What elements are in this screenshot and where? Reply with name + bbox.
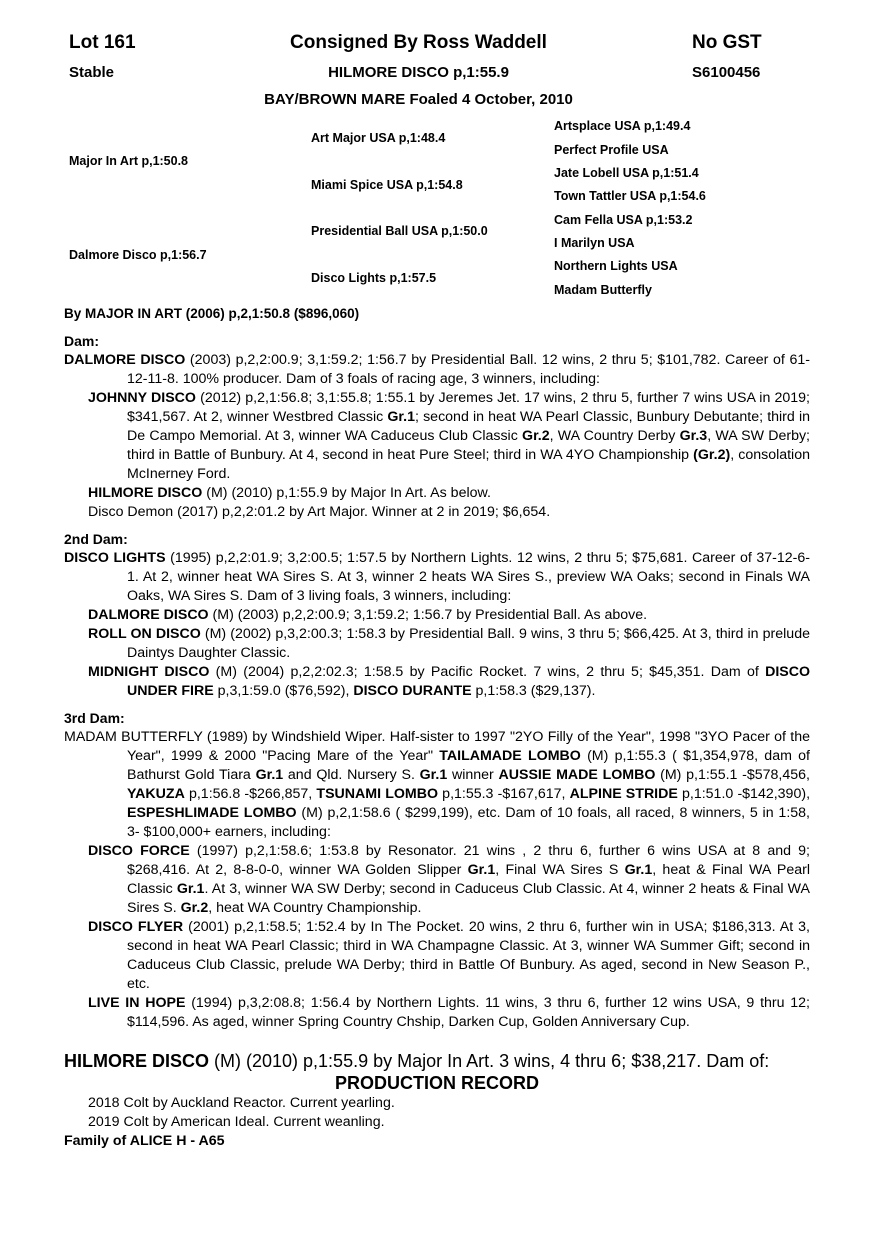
section-heading: 3rd Dam:	[64, 710, 125, 726]
progeny-entry: LIVE IN HOPE (1994) p,3,2:08.8; 1:56.4 by Northern Lights. 11 wins, 3 thru 6, further 12 wins USA, 9 thru 12; $114,596. As aged, winner Spring Country Chship, Darken Cup, Golden Anniversary Cup.	[88, 995, 810, 1030]
pedigree-gen3: Northern Lights USA	[554, 259, 678, 273]
pedigree-gen3: Madam Butterfly	[554, 283, 652, 297]
pedigree-gen3: Perfect Profile USA	[554, 143, 669, 157]
pedigree-gen3: Artsplace USA p,1:49.4	[554, 119, 691, 133]
pedigree-gen2: Disco Lights p,1:57.5	[311, 271, 437, 285]
second-dam-section	[64, 530, 810, 701]
foal-entry: 2019 Colt by American Ideal. Current weanling.	[88, 1114, 385, 1130]
third-dam-section	[64, 709, 810, 1032]
progeny-entry: ROLL ON DISCO (M) (2002) p,3,2:00.3; 1:58.3 by Presidential Ball. 9 wins, 3 thru 5; $66,425. At 3, third in prelude Daintys Daughter Classic.	[88, 626, 810, 661]
pedigree-dam: Dalmore Disco p,1:56.7	[69, 248, 207, 262]
pedigree-gen3: Cam Fella USA p,1:53.2	[554, 213, 693, 227]
consignor: Consigned By Ross Waddell	[290, 32, 547, 53]
sire-line: By MAJOR IN ART (2006) p,2,1:50.8 ($896,060)	[64, 306, 360, 321]
stable-label: Stable	[69, 64, 115, 81]
foal-entry: 2018 Colt by Auckland Reactor. Current yearling.	[88, 1095, 395, 1111]
gst-status: No GST	[692, 32, 762, 53]
dam-entry: MADAM BUTTERFLY (1989) by Windshield Wiper. Half-sister to 1997 "2YO Filly of the Year", 1998 "3YO Pacer of the Year", 1999 & 2000 "Pacing Mare of the Year" TAILAMADE LOMBO (M) p,1:55.3 ( $1,354,978, dam of Bathurst Gold Tiara Gr.1 and Qld. Nursery S. Gr.1 winner AUSSIE MADE LOMBO (M) p,1:55.1 -$578,456, YAKUZA p,1:56.8 -$266,857, TSUNAMI LOMBO p,1:55.3 -$167,617, ALPINE STRIDE p,1:51.0 -$142,390), ESPESHLIMADE LOMBO (M) p,2,1:58.6 ( $299,199), etc. Dam of 10 foals, all raced, 8 winners, 5 in 1:58, 3- $100,000+ earners, including:	[64, 729, 811, 840]
horse-summary: HILMORE DISCO (M) (2010) p,1:55.9 by Major In Art. 3 wins, 4 thru 6; $38,217. Dam of:	[64, 1051, 770, 1071]
pedigree-gen3: Jate Lobell USA p,1:51.4	[554, 166, 699, 180]
dam-entry: DISCO LIGHTS (1995) p,2,2:01.9; 3,2:00.5; 1:57.5 by Northern Lights. 12 wins, 2 thru 5; $75,681. Career of 37-12-6-1. At 2, winner heat WA Sires S. At 3, winner 2 heats WA Sires S., preview WA Oaks; second in Finals WA Oaks, WA Sires S. Dam of 3 living foals, 3 winners, including:	[64, 550, 810, 604]
pedigree-gen3: Town Tattler USA p,1:54.6	[554, 189, 706, 203]
progeny-entry: JOHNNY DISCO (2012) p,2,1:56.8; 3,1:55.8; 1:55.1 by Jeremes Jet. 17 wins, 2 thru 5, further 7 wins USA in 2019; $341,567. At 2, winner Westbred Classic Gr.1; second in heat WA Pearl Classic, Bunbury Debutante; third in De Campo Memorial. At 3, winner WA Caduceus Club Classic Gr.2, WA Country Derby Gr.3, WA SW Derby; third in Battle of Bunbury. At 4, second in heat Pure Steel; third in WA 4YO Championship (Gr.2), consolation McInerney Ford.	[88, 390, 811, 482]
pedigree-sire: Major In Art p,1:50.8	[69, 154, 189, 168]
progeny-entry: DALMORE DISCO (M) (2003) p,2,2:00.9; 3,1:59.2; 1:56.7 by Presidential Ball. As above.	[88, 607, 648, 623]
family-line: Family of ALICE H - A65	[64, 1133, 225, 1149]
horse-name-bold: DALMORE DISCO	[64, 352, 186, 368]
horse-code: S6100456	[692, 64, 761, 81]
progeny-entry: DISCO FLYER (2001) p,2,1:58.5; 1:52.4 by In The Pocket. 20 wins, 2 thru 6, further win in USA; $186,313. At 3, second in heat WA Pearl Classic; third in WA Champagne Classic. At 3, winner WA Summer Gift; second in Caduceus Club Classic, prelude WA Derby; third in Battle Of Bunbury. As aged, second in New Season P., etc.	[88, 919, 810, 992]
progeny-entry: Disco Demon (2017) p,2,2:01.2 by Art Major. Winner at 2 in 2019; $6,654.	[88, 504, 551, 520]
pedigree-gen3: I Marilyn USA	[554, 236, 635, 250]
section-heading: 2nd Dam:	[64, 531, 128, 547]
pedigree-gen2: Miami Spice USA p,1:54.8	[311, 178, 463, 192]
progeny-entry: DISCO FORCE (1997) p,2,1:58.6; 1:53.8 by Resonator. 21 wins , 2 thru 6, further 6 wins USA at 8 and 9; $268,416. At 2, 8-8-0-0, winner WA Golden Slipper Gr.1, Final WA Sires S Gr.1, heat & Final WA Pearl Classic Gr.1. At 3, winner WA SW Derby; second in Caduceus Club Classic. At 4, winner 2 heats & Final WA Sires S. Gr.2, heat WA Country Championship.	[88, 843, 810, 916]
dam-section	[64, 332, 810, 522]
lot-number: Lot 161	[69, 32, 136, 53]
progeny-entry: HILMORE DISCO (M) (2010) p,1:55.9 by Major In Art. As below.	[88, 485, 491, 501]
production-section	[64, 1050, 810, 1151]
dam-entry: DALMORE DISCO (2003) p,2,2:00.9; 3,1:59.2; 1:56.7 by Presidential Ball. 12 wins, 2 thru 5; $101,782. Career of 61-12-11-8. 100% producer. Dam of 3 foals of racing age, 3 winners, including:	[64, 352, 811, 387]
horse-name: HILMORE DISCO p,1:55.9	[328, 64, 509, 81]
progeny-entry: MIDNIGHT DISCO (M) (2004) p,2,2:02.3; 1:58.5 by Pacific Rocket. 7 wins, 2 thru 5; $45,351. Dam of DISCO UNDER FIRE p,3,1:59.0 ($76,592), DISCO DURANTE p,1:58.3 ($29,137).	[88, 664, 811, 699]
production-heading: PRODUCTION RECORD	[334, 1073, 539, 1093]
pedigree-gen2: Art Major USA p,1:48.4	[311, 131, 446, 145]
horse-description: BAY/BROWN MARE Foaled 4 October, 2010	[264, 91, 573, 108]
pedigree-gen2: Presidential Ball USA p,1:50.0	[311, 224, 488, 238]
section-heading: Dam:	[64, 333, 100, 349]
